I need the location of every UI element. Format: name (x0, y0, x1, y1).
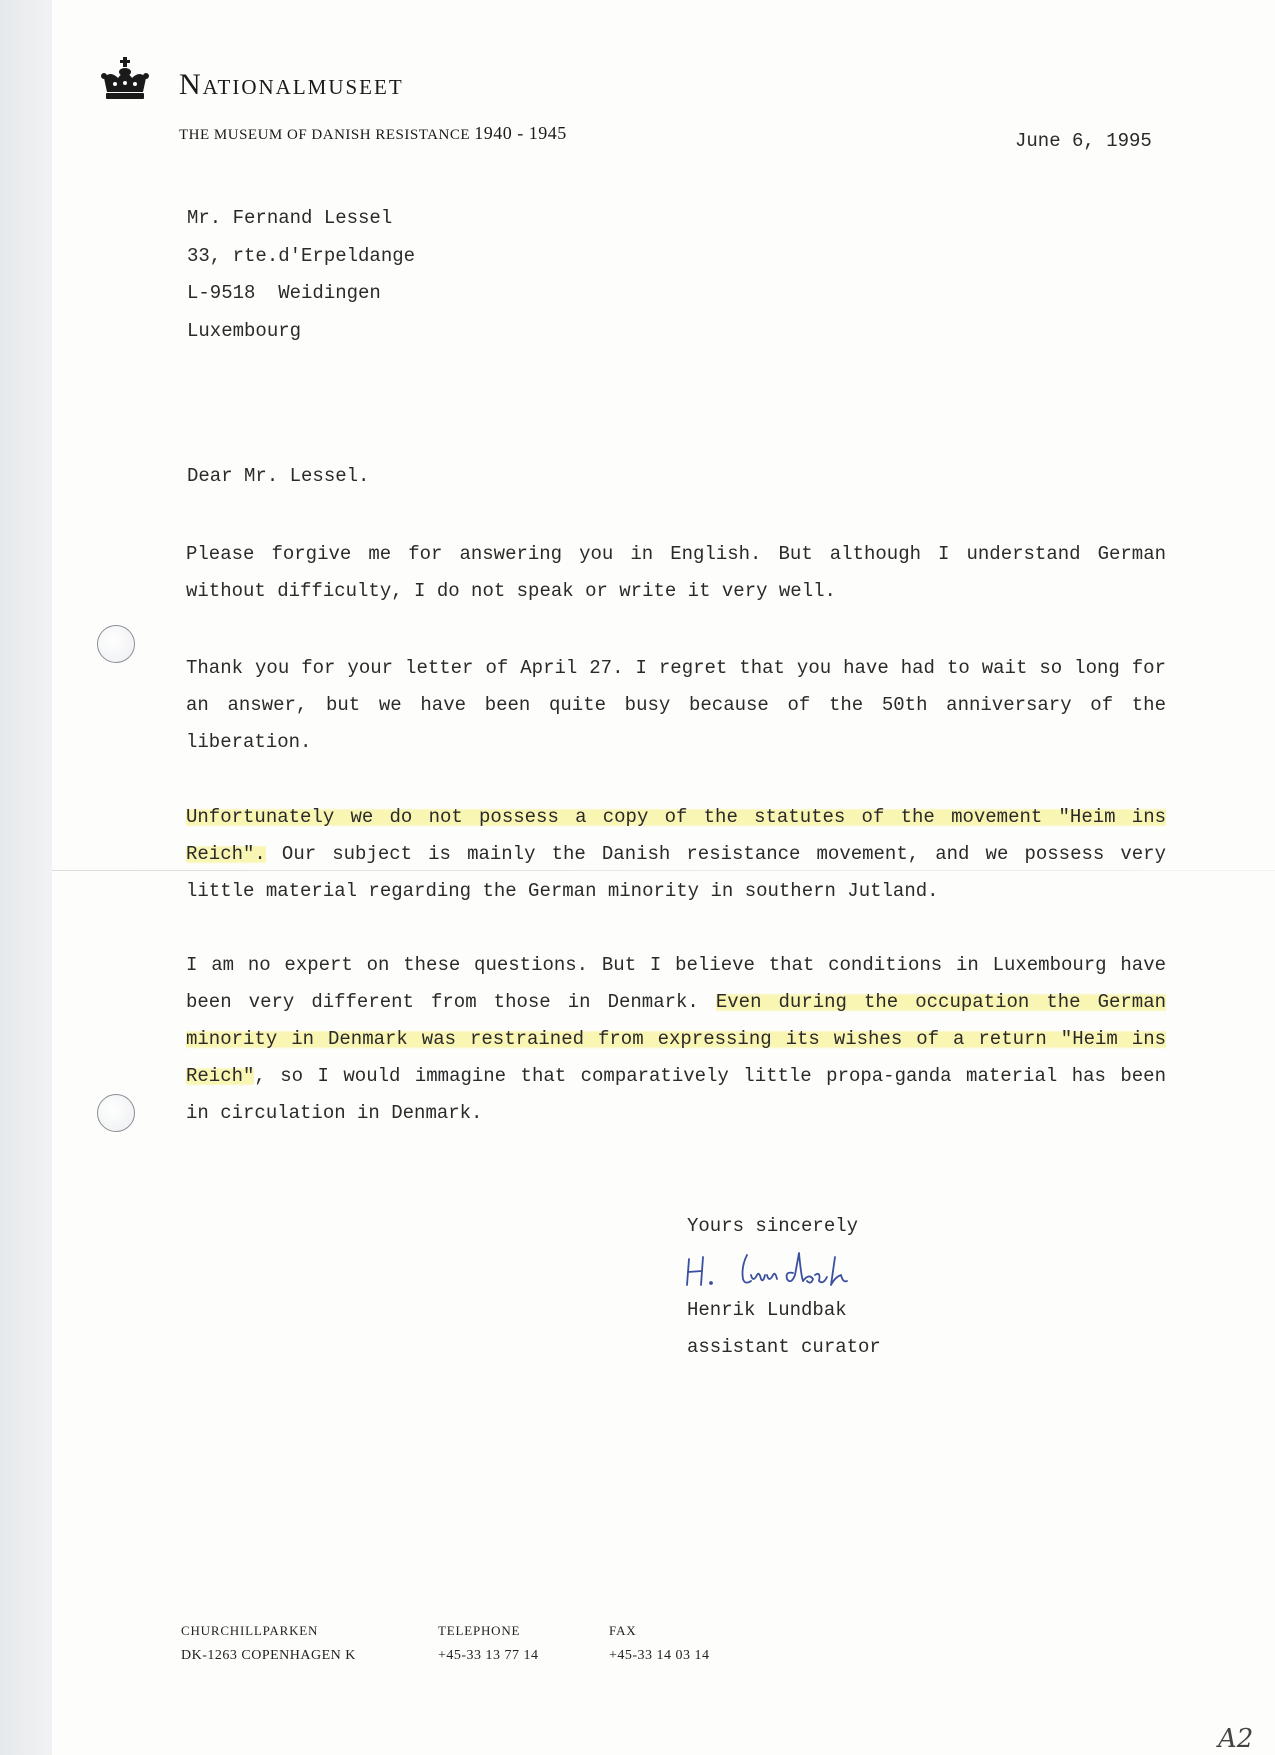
org-name: Nationalmuseet (179, 68, 404, 101)
org-subtitle (179, 123, 567, 144)
org-subtitle-text: THE MUSEUM OF DANISH RESISTANCE (179, 127, 470, 143)
body-paragraph: Please forgive me for answering you in English. But although I understand German without difficulty, I do not speak or write it very well. (186, 543, 1166, 602)
footer-telephone (438, 1618, 539, 1668)
address-line: Mr. Fernand Lessel (187, 207, 393, 229)
closing: Yours sincerely (687, 1215, 859, 1237)
recipient-address (187, 200, 415, 350)
body-paragraph (186, 947, 1166, 1132)
footer-address (181, 1618, 356, 1668)
footer-heading: TELEPHONE (438, 1623, 521, 1638)
body-paragraph: Thank you for your letter of April 27. I regret that you have had to wait so long for an answer, but we have been quite busy because of the 50th anniversary of the liberation. (186, 657, 1166, 753)
signer-block (687, 1292, 881, 1366)
punch-hole (97, 1094, 135, 1132)
footer-value: +45-33 14 03 14 (609, 1648, 710, 1663)
page-mark: A2 (1218, 1724, 1254, 1754)
paragraph-text: Our subject is mainly the Danish resistance movement, and we possess very little material regarding the German minority in southern Jutland. (186, 843, 1166, 902)
footer-value: DK-1263 COPENHAGEN K (181, 1648, 356, 1663)
letter-date: June 6, 1995 (1015, 130, 1152, 152)
punch-hole (97, 625, 135, 663)
footer-heading: CHURCHILLPARKEN (181, 1623, 319, 1638)
paragraph-text: , so I would immagine that comparatively little propa-ganda material has been in circulation in Denmark. (186, 1065, 1166, 1124)
highlighted-text: Unfortunately we do not possess a copy of the statutes of the movement "Heim ins Reich". (186, 806, 1166, 865)
address-line: L-9518 Weidingen (187, 282, 381, 304)
crown-icon (100, 56, 150, 102)
handwritten-signature (685, 1245, 915, 1295)
body-paragraph (186, 799, 1166, 910)
scan-edge (0, 0, 52, 1755)
address-line: Luxembourg (187, 319, 302, 342)
paragraph-text: I am no expert on these questions. But I believe that conditions in Luxembourg have been very different from those in Denmark. (186, 954, 1166, 1013)
footer-fax (609, 1618, 710, 1668)
address-line: 33, rte.d'Erpeldange (187, 244, 416, 267)
footer-value: +45-33 13 77 14 (438, 1648, 539, 1663)
org-years: 1940 - 1945 (474, 123, 567, 143)
signer-title: assistant curator (687, 1336, 881, 1358)
footer-heading: FAX (609, 1623, 637, 1638)
signer-name: Henrik Lundbak (687, 1299, 847, 1321)
salutation: Dear Mr. Lessel. (187, 465, 370, 487)
highlighted-text: Even during the occupation the German minority in Denmark was restrained from expressing its wishes of a return "Heim ins Reich" (186, 991, 1166, 1087)
